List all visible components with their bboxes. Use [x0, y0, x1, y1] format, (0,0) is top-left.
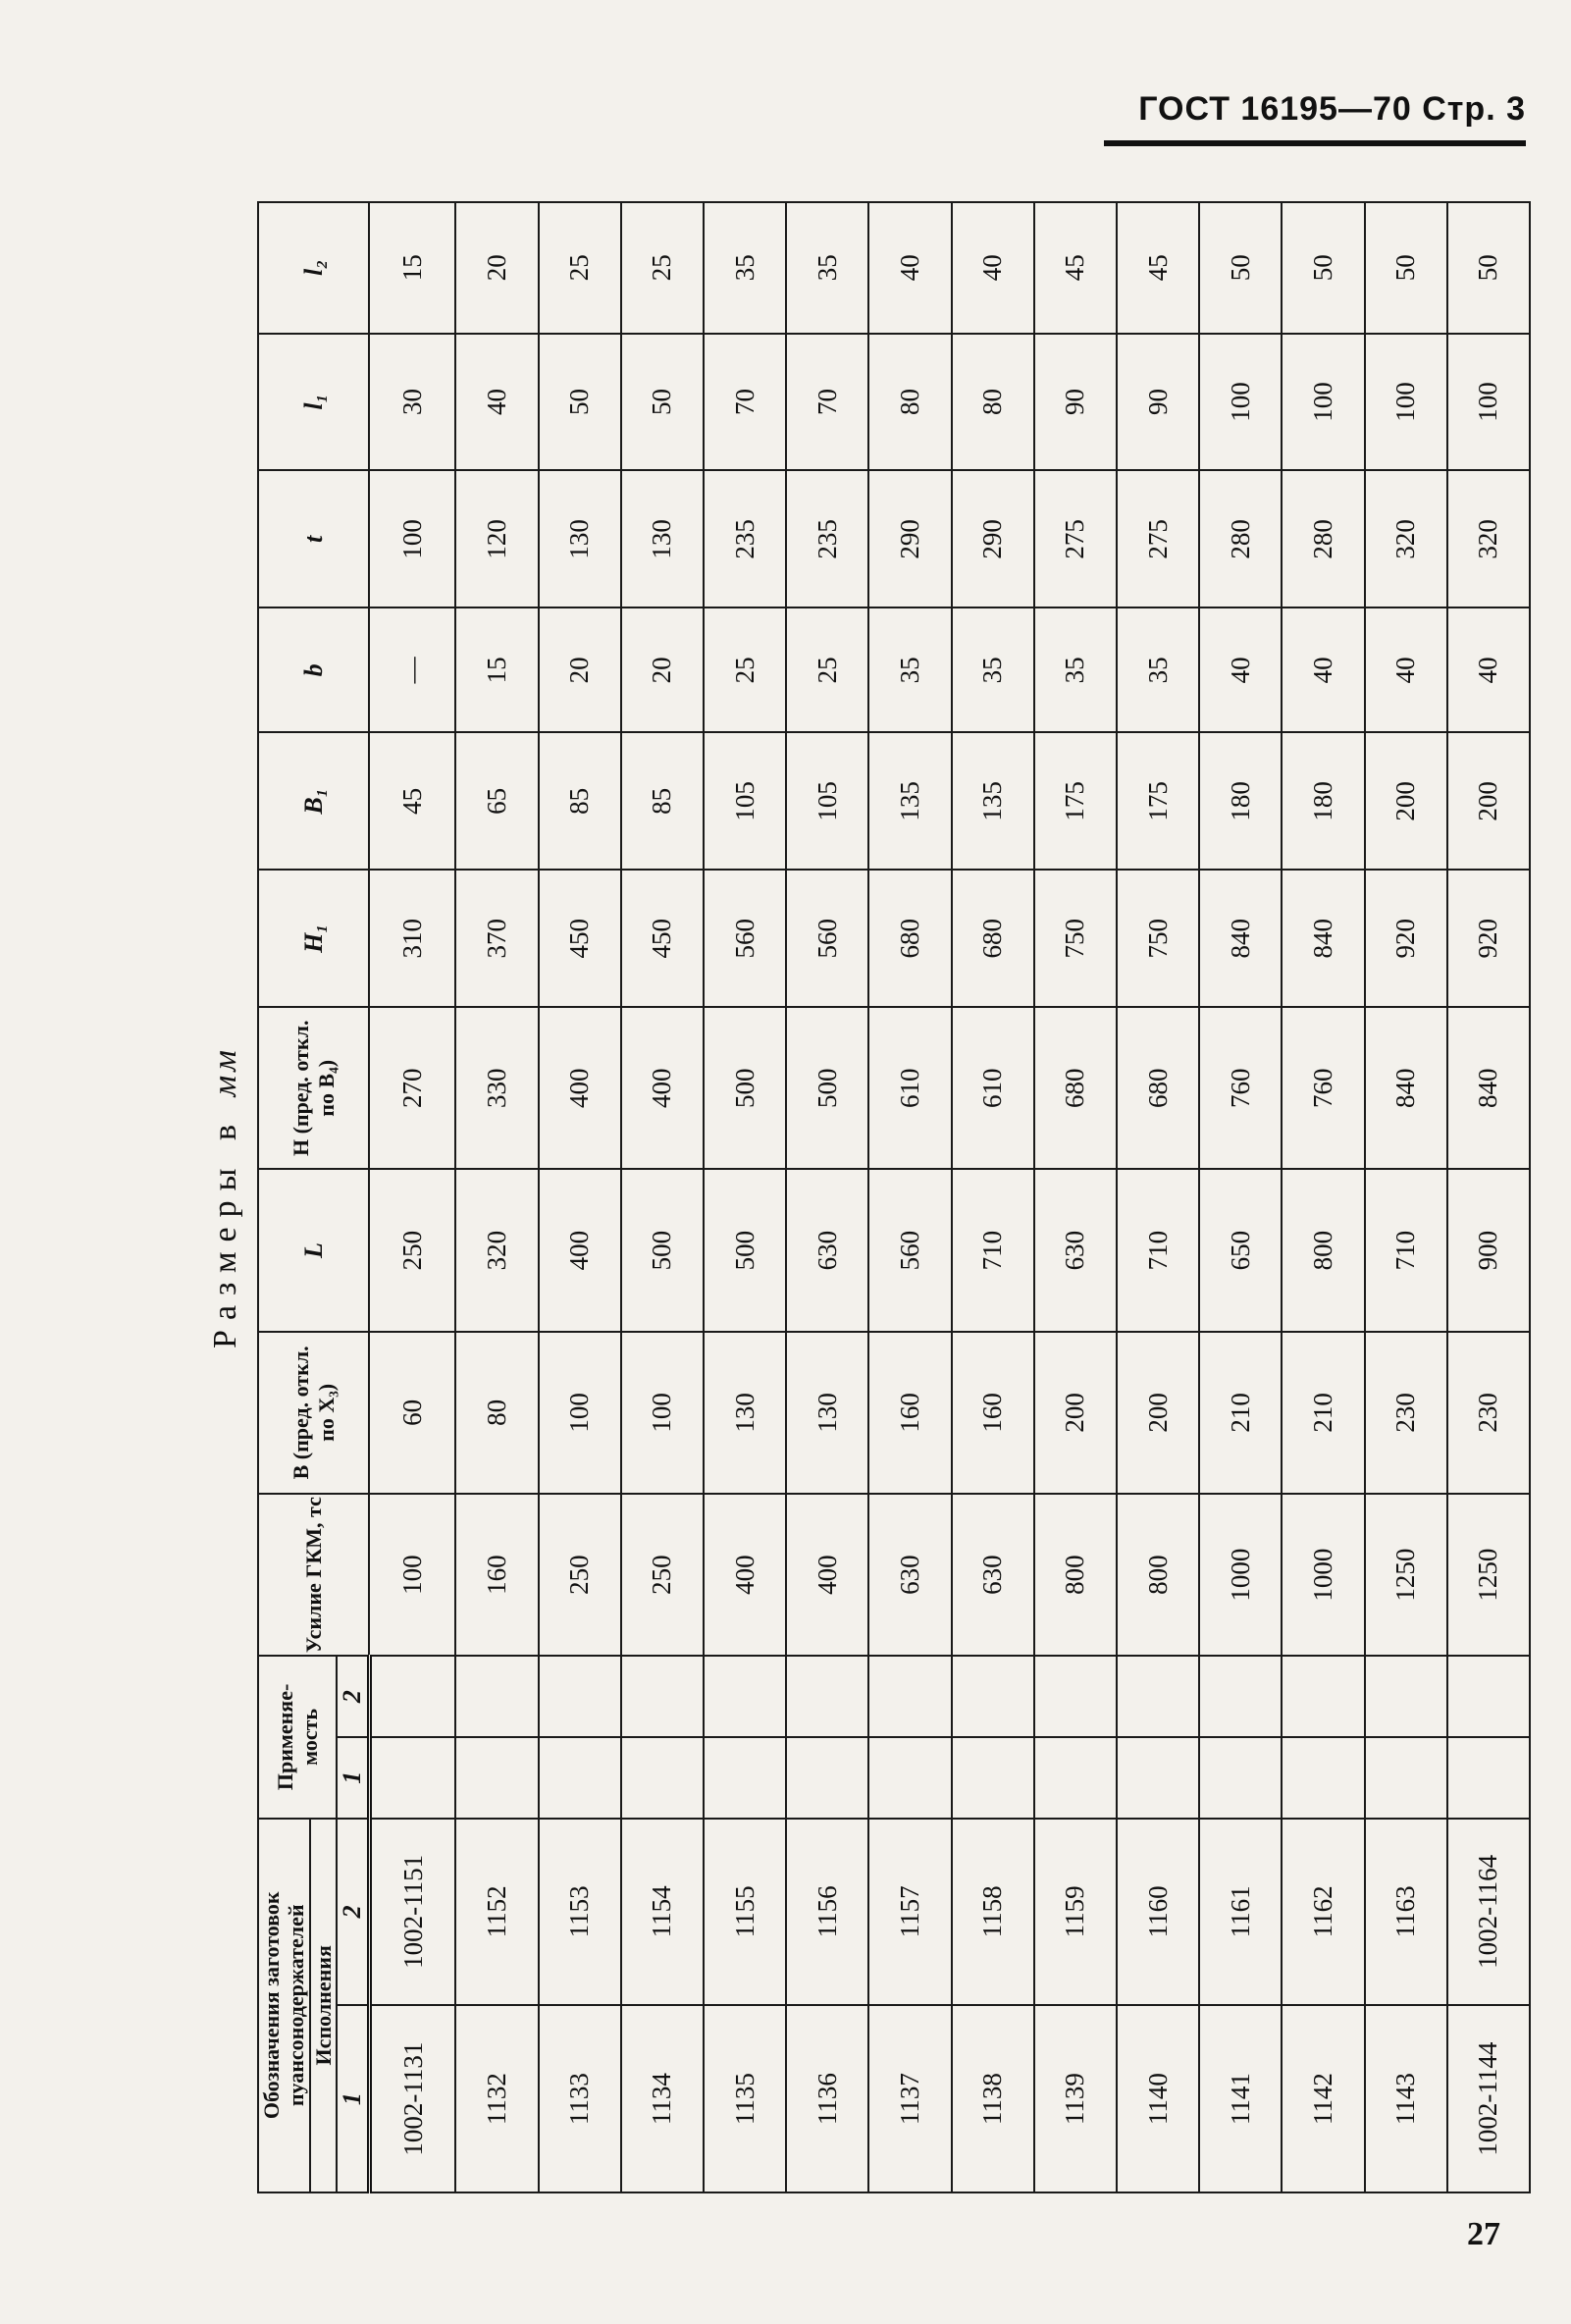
cell-H1: 840 — [1282, 870, 1364, 1007]
cell-l2: 25 — [621, 202, 704, 334]
cell-L: 320 — [455, 1169, 538, 1331]
cell-L: 630 — [1034, 1169, 1117, 1331]
cell-e2: 1155 — [704, 1819, 786, 2006]
cell-e1: 1133 — [539, 2005, 621, 2192]
cell-l1: 90 — [1034, 334, 1117, 471]
cell-l2: 45 — [1117, 202, 1199, 334]
cell-H1: 840 — [1199, 870, 1282, 1007]
cell-app2 — [369, 1656, 455, 1737]
cell-e1: 1135 — [704, 2005, 786, 2192]
table-row — [1282, 202, 1364, 2192]
cell-B1: 180 — [1282, 732, 1364, 870]
cell-b: 35 — [1034, 607, 1117, 732]
cell-e1: 1139 — [1034, 2005, 1117, 2192]
col-force: Усилие ГКМ, тс — [258, 1494, 369, 1656]
cell-force: 400 — [786, 1494, 868, 1656]
cell-e1: 1142 — [1282, 2005, 1364, 2192]
table-row — [1447, 202, 1530, 2192]
cell-e2: 1163 — [1365, 1819, 1447, 2006]
cell-l2: 20 — [455, 202, 538, 334]
cell-app2 — [1117, 1656, 1199, 1737]
caption-unit: мм — [207, 1046, 243, 1097]
cell-force: 800 — [1034, 1494, 1117, 1656]
cell-e1: 1141 — [1199, 2005, 1282, 2192]
cell-H: 270 — [369, 1007, 455, 1169]
table-row — [1117, 202, 1199, 2192]
cell-b: 35 — [1117, 607, 1199, 732]
cell-app2 — [1199, 1656, 1282, 1737]
cell-H1: 560 — [704, 870, 786, 1007]
cell-H1: 310 — [369, 870, 455, 1007]
cell-B1: 45 — [369, 732, 455, 870]
cell-t: 290 — [952, 470, 1034, 607]
cell-l2: 35 — [704, 202, 786, 334]
col-exec-2: 2 — [337, 1819, 369, 2006]
cell-app2 — [786, 1656, 868, 1737]
cell-H1: 750 — [1034, 870, 1117, 1007]
cell-L: 560 — [868, 1169, 951, 1331]
cell-e1: 1143 — [1365, 2005, 1447, 2192]
cell-B: 60 — [369, 1332, 455, 1494]
cell-app1 — [704, 1737, 786, 1819]
cell-L: 250 — [369, 1169, 455, 1331]
cell-H: 760 — [1199, 1007, 1282, 1169]
cell-H: 760 — [1282, 1007, 1364, 1169]
cell-e2: 1154 — [621, 1819, 704, 2006]
page-header: ГОСТ 16195—70 Стр. 3 — [1138, 90, 1526, 128]
cell-H: 500 — [704, 1007, 786, 1169]
cell-L: 800 — [1282, 1169, 1364, 1331]
cell-force: 1000 — [1282, 1494, 1364, 1656]
cell-e2: 1152 — [455, 1819, 538, 2006]
dimensions-table — [257, 201, 1531, 2193]
cell-B: 200 — [1034, 1332, 1117, 1494]
cell-t: 275 — [1117, 470, 1199, 607]
dimensions-caption — [196, 201, 255, 2193]
cell-B1: 200 — [1447, 732, 1530, 870]
cell-app1 — [952, 1737, 1034, 1819]
header-rule — [1104, 140, 1526, 146]
cell-L: 650 — [1199, 1169, 1282, 1331]
cell-H: 400 — [539, 1007, 621, 1169]
cell-l2: 40 — [868, 202, 951, 334]
col-B1: B₁ — [258, 732, 369, 870]
cell-B1: 105 — [704, 732, 786, 870]
cell-app2 — [621, 1656, 704, 1737]
col-app-2: 2 — [337, 1656, 369, 1737]
cell-b: 25 — [786, 607, 868, 732]
cell-L: 710 — [952, 1169, 1034, 1331]
cell-app2 — [704, 1656, 786, 1737]
cell-force: 160 — [455, 1494, 538, 1656]
cell-B1: 65 — [455, 732, 538, 870]
cell-t: 280 — [1199, 470, 1282, 607]
cell-b: 35 — [952, 607, 1034, 732]
cell-B: 100 — [621, 1332, 704, 1494]
cell-H1: 450 — [539, 870, 621, 1007]
cell-H1: 560 — [786, 870, 868, 1007]
table-row — [539, 202, 621, 2192]
cell-t: 120 — [455, 470, 538, 607]
col-l2: l₂ — [258, 202, 369, 334]
cell-H1: 920 — [1365, 870, 1447, 1007]
cell-app2 — [1034, 1656, 1117, 1737]
cell-L: 710 — [1117, 1169, 1199, 1331]
cell-e2: 1002-1151 — [369, 1819, 455, 2006]
col-H: H (пред. откл. по B₄) — [258, 1007, 369, 1169]
cell-force: 1250 — [1447, 1494, 1530, 1656]
col-designation: Обозначения заготовок пуансонодержателей — [258, 1819, 310, 2192]
cell-B1: 105 — [786, 732, 868, 870]
cell-B1: 135 — [952, 732, 1034, 870]
cell-app1 — [369, 1737, 455, 1819]
cell-b: — — [369, 607, 455, 732]
cell-e1: 1138 — [952, 2005, 1034, 2192]
cell-l2: 50 — [1282, 202, 1364, 334]
cell-t: 320 — [1365, 470, 1447, 607]
cell-l1: 40 — [455, 334, 538, 471]
cell-force: 1000 — [1199, 1494, 1282, 1656]
cell-b: 20 — [539, 607, 621, 732]
table-row — [952, 202, 1034, 2192]
cell-l1: 100 — [1365, 334, 1447, 471]
cell-B1: 175 — [1117, 732, 1199, 870]
table-row — [704, 202, 786, 2192]
cell-B: 210 — [1199, 1332, 1282, 1494]
cell-t: 275 — [1034, 470, 1117, 607]
cell-L: 630 — [786, 1169, 868, 1331]
cell-app2 — [1282, 1656, 1364, 1737]
cell-l1: 70 — [704, 334, 786, 471]
cell-e2: 1159 — [1034, 1819, 1117, 2006]
table-body — [369, 202, 1530, 2192]
cell-e1: 1002-1131 — [369, 2005, 455, 2192]
cell-b: 40 — [1365, 607, 1447, 732]
cell-app1 — [786, 1737, 868, 1819]
cell-e1: 1140 — [1117, 2005, 1199, 2192]
cell-H: 400 — [621, 1007, 704, 1169]
table-row — [1199, 202, 1282, 2192]
cell-b: 35 — [868, 607, 951, 732]
cell-b: 40 — [1447, 607, 1530, 732]
cell-t: 100 — [369, 470, 455, 607]
cell-t: 320 — [1447, 470, 1530, 607]
cell-app1 — [1117, 1737, 1199, 1819]
cell-b: 40 — [1282, 607, 1364, 732]
cell-B1: 135 — [868, 732, 951, 870]
cell-l1: 80 — [952, 334, 1034, 471]
cell-B: 130 — [704, 1332, 786, 1494]
cell-force: 1250 — [1365, 1494, 1447, 1656]
cell-app1 — [539, 1737, 621, 1819]
cell-e2: 1153 — [539, 1819, 621, 2006]
page-number: 27 — [1467, 2216, 1500, 2252]
cell-e2: 1156 — [786, 1819, 868, 2006]
cell-b: 20 — [621, 607, 704, 732]
cell-H: 610 — [952, 1007, 1034, 1169]
cell-H1: 920 — [1447, 870, 1530, 1007]
table-row — [868, 202, 951, 2192]
col-app-1: 1 — [337, 1737, 369, 1819]
cell-force: 400 — [704, 1494, 786, 1656]
cell-B: 230 — [1447, 1332, 1530, 1494]
cell-B1: 85 — [621, 732, 704, 870]
cell-t: 235 — [704, 470, 786, 607]
cell-app1 — [1365, 1737, 1447, 1819]
cell-app2 — [455, 1656, 538, 1737]
cell-e2: 1161 — [1199, 1819, 1282, 2006]
cell-H: 840 — [1447, 1007, 1530, 1169]
cell-e1: 1132 — [455, 2005, 538, 2192]
cell-b: 15 — [455, 607, 538, 732]
cell-e1: 1134 — [621, 2005, 704, 2192]
cell-B: 200 — [1117, 1332, 1199, 1494]
rotated-table-wrapper — [196, 201, 1531, 2193]
cell-force: 630 — [952, 1494, 1034, 1656]
cell-l2: 40 — [952, 202, 1034, 334]
cell-force: 250 — [539, 1494, 621, 1656]
cell-H1: 680 — [868, 870, 951, 1007]
cell-t: 280 — [1282, 470, 1364, 607]
cell-app1 — [621, 1737, 704, 1819]
cell-l2: 25 — [539, 202, 621, 334]
col-L: L — [258, 1169, 369, 1331]
table-row — [1365, 202, 1447, 2192]
cell-e2: 1158 — [952, 1819, 1034, 2006]
cell-e2: 1160 — [1117, 1819, 1199, 2006]
cell-B1: 175 — [1034, 732, 1117, 870]
cell-t: 235 — [786, 470, 868, 607]
cell-H1: 370 — [455, 870, 538, 1007]
cell-l1: 50 — [621, 334, 704, 471]
cell-force: 800 — [1117, 1494, 1199, 1656]
cell-t: 130 — [539, 470, 621, 607]
cell-l1: 30 — [369, 334, 455, 471]
cell-l1: 50 — [539, 334, 621, 471]
cell-l1: 100 — [1447, 334, 1530, 471]
cell-L: 500 — [621, 1169, 704, 1331]
cell-e2: 1162 — [1282, 1819, 1364, 2006]
cell-H: 330 — [455, 1007, 538, 1169]
col-executions: Исполнения — [310, 1819, 337, 2192]
cell-B1: 180 — [1199, 732, 1282, 870]
cell-B: 210 — [1282, 1332, 1364, 1494]
cell-L: 900 — [1447, 1169, 1530, 1331]
cell-l1: 100 — [1282, 334, 1364, 471]
cell-l2: 35 — [786, 202, 868, 334]
cell-H: 680 — [1117, 1007, 1199, 1169]
col-exec-1: 1 — [337, 2005, 369, 2192]
col-b: b — [258, 607, 369, 732]
cell-app1 — [1447, 1737, 1530, 1819]
cell-app1 — [455, 1737, 538, 1819]
col-H1: H₁ — [258, 870, 369, 1007]
cell-app1 — [1282, 1737, 1364, 1819]
table-row — [621, 202, 704, 2192]
cell-force: 100 — [369, 1494, 455, 1656]
cell-B: 130 — [786, 1332, 868, 1494]
cell-b: 40 — [1199, 607, 1282, 732]
cell-l1: 100 — [1199, 334, 1282, 471]
cell-l2: 45 — [1034, 202, 1117, 334]
cell-l2: 15 — [369, 202, 455, 334]
cell-l2: 50 — [1199, 202, 1282, 334]
cell-app1 — [1034, 1737, 1117, 1819]
cell-l1: 70 — [786, 334, 868, 471]
cell-B: 80 — [455, 1332, 538, 1494]
cell-app1 — [868, 1737, 951, 1819]
cell-app2 — [868, 1656, 951, 1737]
col-t: t — [258, 470, 369, 607]
cell-H1: 450 — [621, 870, 704, 1007]
cell-H: 500 — [786, 1007, 868, 1169]
cell-H1: 680 — [952, 870, 1034, 1007]
cell-e1: 1137 — [868, 2005, 951, 2192]
col-B: B (пред. откл. по X₃) — [258, 1332, 369, 1494]
cell-e2: 1002-1164 — [1447, 1819, 1530, 2006]
cell-force: 630 — [868, 1494, 951, 1656]
cell-B: 230 — [1365, 1332, 1447, 1494]
col-applicability: Применяе-мость — [258, 1656, 337, 1818]
cell-app2 — [1365, 1656, 1447, 1737]
cell-e1: 1002-1144 — [1447, 2005, 1530, 2192]
cell-H: 680 — [1034, 1007, 1117, 1169]
col-l1: l₁ — [258, 334, 369, 471]
cell-t: 130 — [621, 470, 704, 607]
table-row — [786, 202, 868, 2192]
cell-e1: 1136 — [786, 2005, 868, 2192]
cell-app2 — [1447, 1656, 1530, 1737]
cell-l1: 80 — [868, 334, 951, 471]
table-row — [369, 202, 455, 2192]
cell-app2 — [539, 1656, 621, 1737]
cell-b: 25 — [704, 607, 786, 732]
table-row — [455, 202, 538, 2192]
cell-B: 100 — [539, 1332, 621, 1494]
cell-B: 160 — [952, 1332, 1034, 1494]
cell-force: 250 — [621, 1494, 704, 1656]
cell-L: 500 — [704, 1169, 786, 1331]
cell-t: 290 — [868, 470, 951, 607]
cell-H: 610 — [868, 1007, 951, 1169]
cell-app1 — [1199, 1737, 1282, 1819]
cell-l2: 50 — [1447, 202, 1530, 334]
cell-L: 400 — [539, 1169, 621, 1331]
table-area — [196, 201, 1531, 2193]
cell-H1: 750 — [1117, 870, 1199, 1007]
cell-H: 840 — [1365, 1007, 1447, 1169]
cell-B: 160 — [868, 1332, 951, 1494]
caption-prefix: Размеры в — [207, 1114, 243, 1348]
cell-L: 710 — [1365, 1169, 1447, 1331]
cell-app2 — [952, 1656, 1034, 1737]
cell-B1: 85 — [539, 732, 621, 870]
cell-l1: 90 — [1117, 334, 1199, 471]
cell-e2: 1157 — [868, 1819, 951, 2006]
cell-l2: 50 — [1365, 202, 1447, 334]
cell-B1: 200 — [1365, 732, 1447, 870]
table-row — [1034, 202, 1117, 2192]
